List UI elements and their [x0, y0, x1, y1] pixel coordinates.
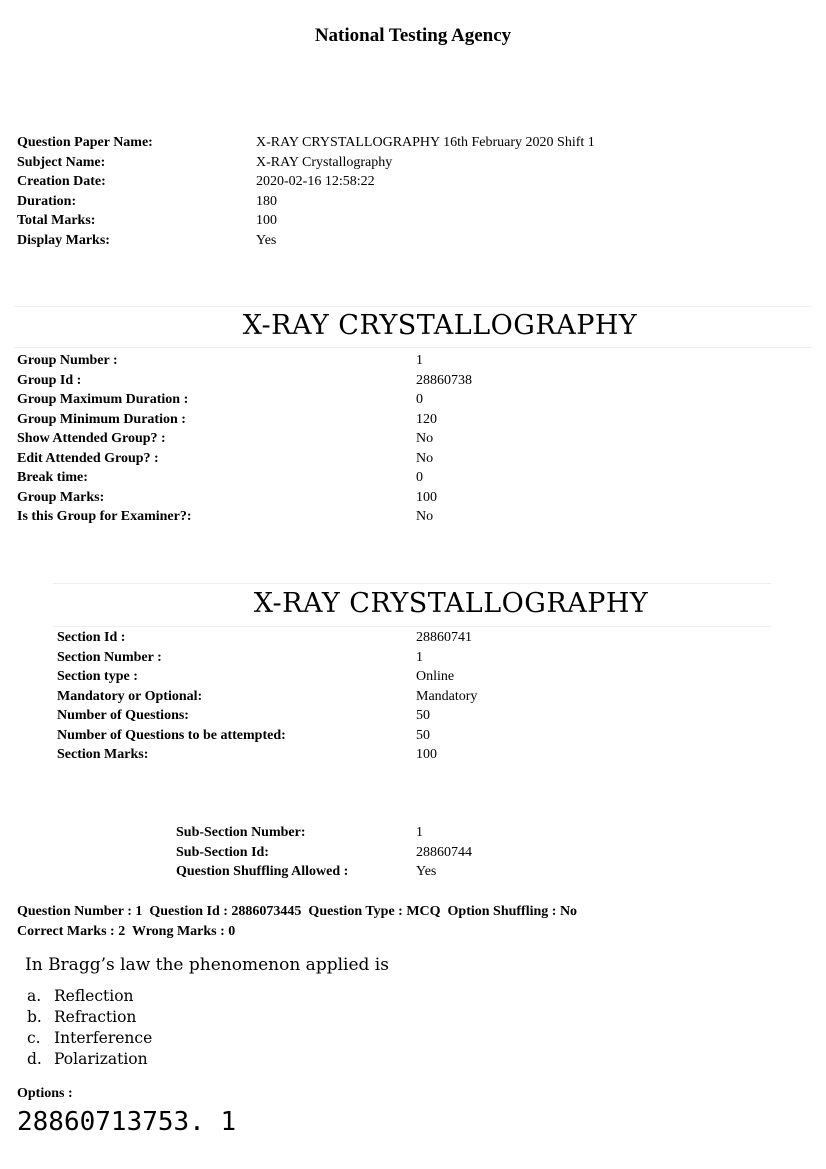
choice-letter: b. — [27, 1008, 42, 1026]
info-key: Show Attended Group? : — [17, 431, 166, 446]
question-header-line1: Question Number : 1 Question Id : 2886073445 Question Type : MCQ Option Shuffling : No — [17, 904, 578, 919]
info-key: Section Marks: — [57, 747, 149, 762]
info-key: Group Id : — [17, 372, 82, 388]
choice-text: Reflection — [54, 987, 134, 1005]
choice-text: Interference — [54, 1029, 153, 1047]
info-key: Creation Date: — [17, 174, 106, 189]
info-value: 1 — [416, 649, 423, 665]
info-value: No — [416, 509, 434, 524]
info-key: Group Number : — [17, 353, 118, 368]
option-id: 28860713753. 1 — [17, 1107, 237, 1137]
choice-letter: a. — [27, 987, 42, 1005]
info-value: 0 — [416, 392, 423, 407]
info-value: No — [416, 431, 434, 446]
info-key: Mandatory or Optional: — [57, 688, 203, 704]
info-value: 28860741 — [416, 630, 472, 645]
info-key: Sub-Section Id: — [176, 844, 269, 860]
section-info-table — [57, 628, 807, 766]
info-value: Yes — [256, 232, 277, 248]
info-key: Duration: — [17, 193, 77, 209]
info-value: No — [416, 450, 434, 466]
info-value: Online — [416, 669, 455, 684]
info-value: 100 — [416, 747, 437, 762]
info-value: 50 — [416, 708, 430, 723]
info-key: Number of Questions to be attempted: — [57, 727, 286, 743]
info-key: Question Paper Name: — [17, 135, 153, 150]
info-key: Sub-Section Number: — [176, 825, 306, 840]
info-value: Yes — [416, 864, 437, 879]
subsection-info-table — [176, 823, 776, 883]
section-banner: X-RAY CRYSTALLOGRAPHY — [253, 588, 649, 619]
info-value: 120 — [416, 411, 437, 427]
info-value: 1 — [416, 353, 423, 368]
info-key: Subject Name: — [17, 154, 106, 170]
info-value: 2020-02-16 12:58:22 — [256, 174, 375, 189]
info-value: 0 — [416, 470, 423, 485]
choice-text: Refraction — [54, 1008, 137, 1026]
info-value: X-RAY CRYSTALLOGRAPHY 16th February 2020 Shift 1 — [256, 135, 595, 150]
question-header-line2: Correct Marks : 2 Wrong Marks : 0 — [17, 924, 236, 939]
group-banner: X-RAY CRYSTALLOGRAPHY — [242, 310, 638, 341]
choice-letter: d. — [27, 1050, 42, 1068]
info-key: Break time: — [17, 470, 88, 485]
info-value: 1 — [416, 825, 423, 840]
info-key: Question Shuffling Allowed : — [176, 864, 349, 879]
info-key: Group Maximum Duration : — [17, 392, 189, 407]
info-key: Is this Group for Examiner?: — [17, 509, 192, 524]
choice-item — [27, 987, 327, 1008]
info-value: 180 — [256, 193, 277, 209]
info-key: Group Marks: — [17, 489, 105, 505]
info-value: 100 — [256, 213, 277, 228]
info-value: 28860744 — [416, 844, 472, 860]
choice-item — [27, 1029, 327, 1050]
options-label: Options : — [17, 1086, 73, 1101]
paper-info-table — [17, 133, 807, 253]
info-key: Display Marks: — [17, 232, 110, 248]
info-value: X-RAY Crystallography — [256, 154, 393, 170]
info-key: Number of Questions: — [57, 708, 189, 723]
page-title: National Testing Agency — [314, 25, 512, 46]
info-value: 50 — [416, 727, 430, 743]
group-info-table — [17, 351, 807, 529]
info-value: Mandatory — [416, 688, 478, 704]
info-value: 28860738 — [416, 372, 472, 388]
question-text: In Bragg’s law the phenomenon applied is — [25, 955, 389, 975]
info-value: 100 — [416, 489, 437, 505]
info-key: Total Marks: — [17, 213, 96, 228]
info-key: Edit Attended Group? : — [17, 450, 159, 466]
choice-text: Polarization — [54, 1050, 148, 1068]
info-key: Section type : — [57, 669, 138, 684]
choice-item — [27, 1050, 327, 1071]
choice-item — [27, 1008, 327, 1029]
info-key: Group Minimum Duration : — [17, 411, 186, 427]
info-key: Section Id : — [57, 630, 126, 645]
choice-letter: c. — [27, 1029, 41, 1047]
info-key: Section Number : — [57, 649, 162, 665]
